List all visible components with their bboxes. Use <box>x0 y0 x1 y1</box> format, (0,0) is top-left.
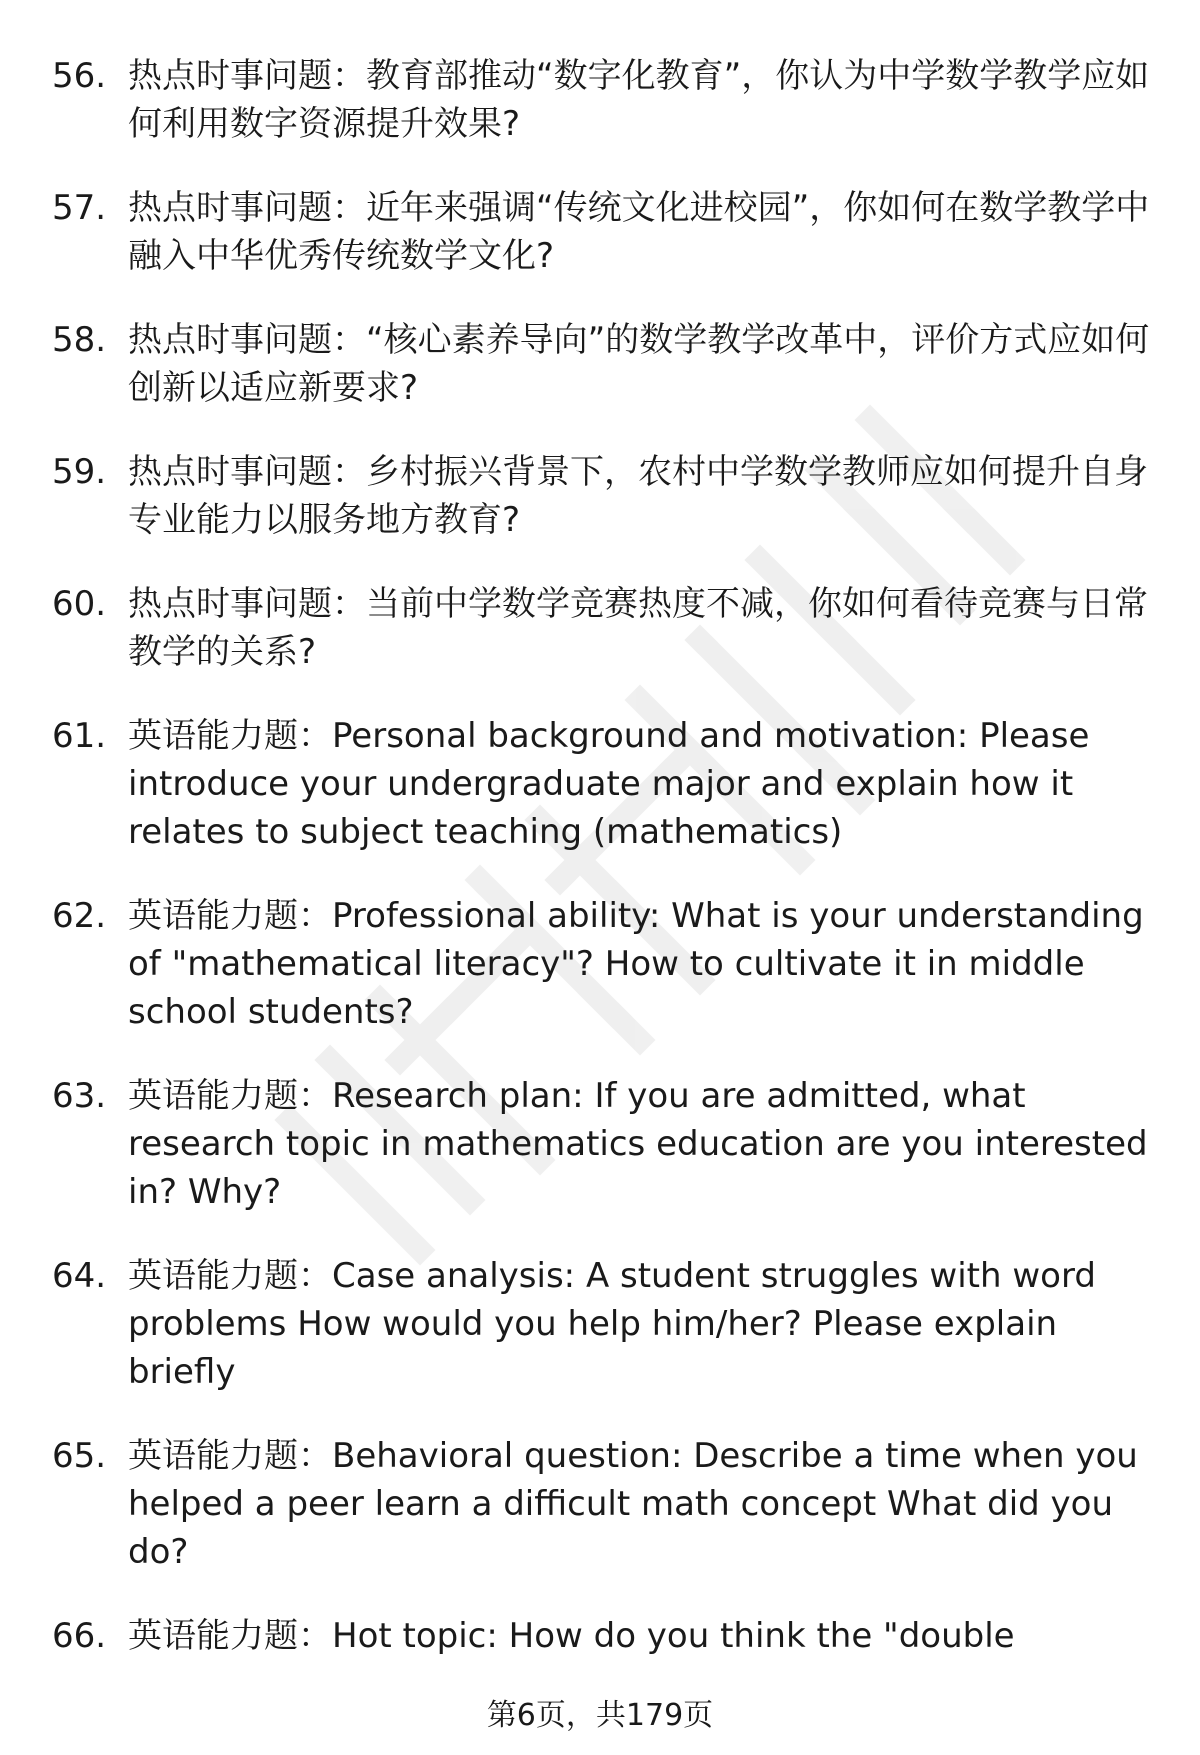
question-item-57 <box>0 184 1200 280</box>
question-text: 当前中学数学竞赛热度不减，你如何看待竞赛与日常教学的关系? <box>128 584 1148 672</box>
question-number: 60. <box>52 584 107 624</box>
question-category: 热点时事问题： <box>128 452 366 492</box>
question-category: 英语能力题： <box>128 1256 332 1296</box>
question-category: 英语能力题： <box>128 1436 332 1476</box>
question-number: 59. <box>52 452 107 492</box>
question-number: 57. <box>52 188 107 228</box>
question-item-58 <box>0 316 1200 412</box>
question-category: 英语能力题： <box>128 896 332 936</box>
question-text: Personal background and motivation: Please introduce your undergraduate major and explain how it relates to subject teaching (mathematics) <box>128 716 1090 852</box>
question-item-59 <box>0 448 1200 544</box>
question-text: 近年来强调“传统文化进校园”，你如何在数学教学中融入中华优秀传统数学文化? <box>128 188 1150 276</box>
question-category: 热点时事问题： <box>128 584 366 624</box>
question-text: Research plan: If you are admitted, what research topic in mathematics education are you interested in? Why? <box>128 1076 1148 1212</box>
question-text: Hot topic: How do you think the "double <box>332 1616 1015 1656</box>
question-number: 62. <box>52 896 107 936</box>
question-number: 64. <box>52 1256 107 1296</box>
question-item-60 <box>0 580 1200 676</box>
question-number: 56. <box>52 56 107 96</box>
question-item-61 <box>0 712 1200 856</box>
question-item-64 <box>0 1252 1200 1396</box>
question-item-56 <box>0 52 1200 148</box>
question-text: 教育部推动“数字化教育”，你认为中学数学教学应如何利用数字资源提升效果? <box>128 56 1150 144</box>
question-item-66 <box>0 1612 1200 1660</box>
question-list <box>0 52 1200 1696</box>
question-number: 65. <box>52 1436 107 1476</box>
question-category: 热点时事问题： <box>128 188 366 228</box>
page-number-footer: 第6页，共179页 <box>486 1698 714 1733</box>
question-text: 乡村振兴背景下，农村中学数学教师应如何提升自身专业能力以服务地方教育? <box>128 452 1148 540</box>
question-text: Behavioral question: Describe a time when you helped a peer learn a difficult math concept What did you do? <box>128 1436 1138 1572</box>
question-text: Professional ability: What is your understanding of "mathematical literacy"? How to cultivate it in middle school students? <box>128 896 1144 1032</box>
question-number: 66. <box>52 1616 107 1656</box>
question-text: “核心素养导向”的数学教学改革中，评价方式应如何创新以适应新要求? <box>128 320 1150 408</box>
question-category: 英语能力题： <box>128 716 332 756</box>
question-category: 英语能力题： <box>128 1616 332 1656</box>
question-number: 58. <box>52 320 107 360</box>
question-item-63 <box>0 1072 1200 1216</box>
question-category: 热点时事问题： <box>128 320 366 360</box>
question-category: 热点时事问题： <box>128 56 366 96</box>
question-item-65 <box>0 1432 1200 1576</box>
question-item-62 <box>0 892 1200 1036</box>
question-text: Case analysis: A student struggles with word problems How would you help him/her? Please explain briefly <box>128 1256 1096 1392</box>
question-number: 63. <box>52 1076 107 1116</box>
question-number: 61. <box>52 716 107 756</box>
question-category: 英语能力题： <box>128 1076 332 1116</box>
